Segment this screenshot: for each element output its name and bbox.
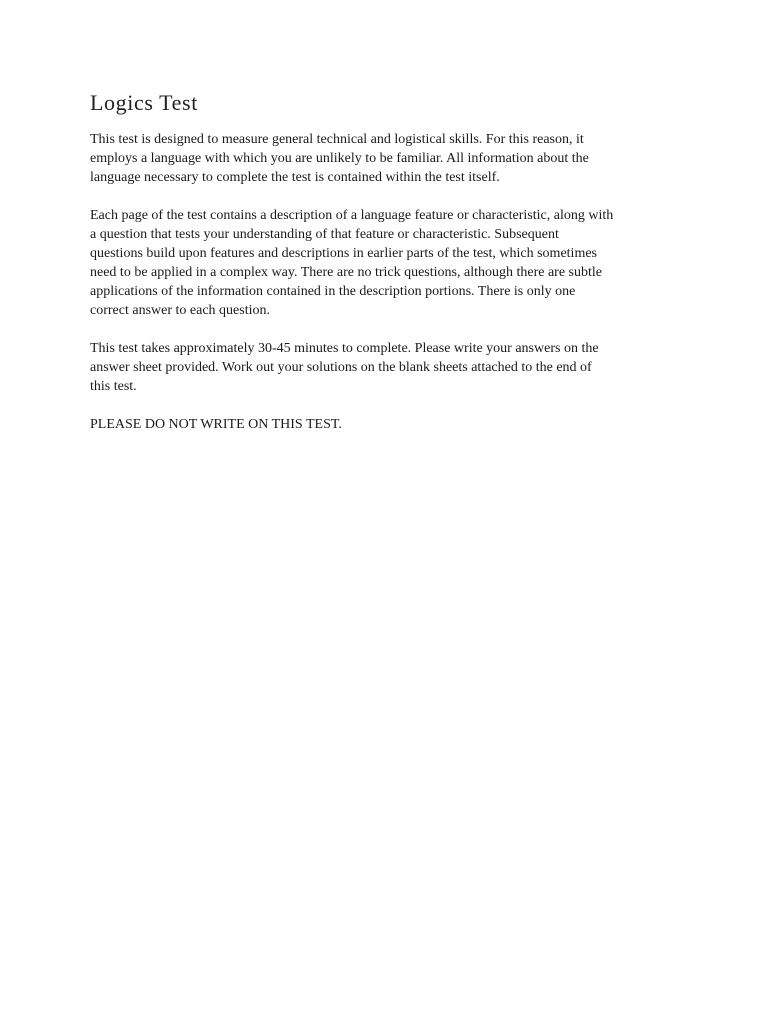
text-line: a question that tests your understanding of that feature or characteristic. Subsequent — [90, 227, 559, 242]
document-title: Logics Test — [90, 90, 198, 115]
text-line: answer sheet provided. Work out your solutions on the blank sheets attached to the end of — [90, 360, 592, 375]
warning-paragraph — [90, 415, 690, 434]
text-line: employs a language with which you are unlikely to be familiar. All information about the — [90, 151, 589, 166]
instructions-paragraph — [90, 339, 690, 396]
description-paragraph — [90, 206, 690, 320]
text-line: questions build upon features and descriptions in earlier parts of the test, which sometimes — [90, 246, 597, 261]
text-line: applications of the information contained in the description portions. There is only one — [90, 284, 576, 299]
text-line: need to be applied in a complex way. There are no trick questions, although there are subtle — [90, 265, 602, 280]
text-line: this test. — [90, 379, 137, 394]
intro-paragraph — [90, 130, 690, 187]
text-line: This test is designed to measure general technical and logistical skills. For this reason, it — [90, 132, 584, 147]
text-line: Each page of the test contains a description of a language feature or characteristic, along with — [90, 208, 614, 223]
text-line: PLEASE DO NOT WRITE ON THIS TEST. — [90, 417, 342, 432]
text-line: correct answer to each question. — [90, 303, 270, 318]
document-body — [90, 88, 690, 434]
text-line: This test takes approximately 30-45 minutes to complete. Please write your answers on the — [90, 341, 599, 356]
text-line: language necessary to complete the test is contained within the test itself. — [90, 170, 500, 185]
